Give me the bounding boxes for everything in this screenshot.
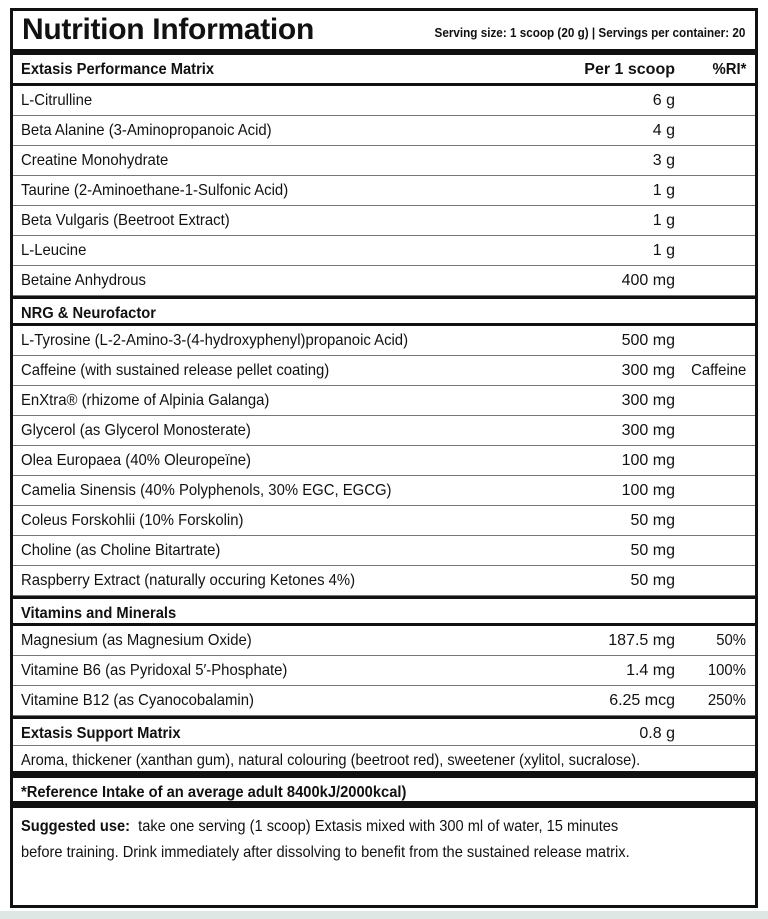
nutrient-amount: 100 mg [621,482,675,499]
column-header-ri: %RI* [712,61,746,78]
vitamin-rows [13,626,755,716]
nutrient-amount: 100 mg [621,452,675,469]
nutrient-row [13,176,755,206]
nutrient-amount: 50 mg [630,512,675,529]
nutrient-amount: 1.4 mg [626,662,675,679]
nutrient-ri: 250% [707,692,746,709]
nutrient-row [13,446,755,476]
nutrient-name: Magnesium (as Magnesium Oxide) [21,632,252,649]
nutrient-row [13,326,755,356]
ingredients-line: Aroma, thickener (xanthan gum), natural colouring (beetroot red), sweetener (xylitol, sucralose). [21,752,641,769]
suggested-use-line-2: before training. Drink immediately after dissolving to benefit from the sustained release matrix. [21,844,630,861]
nutrient-amount: 1 g [652,242,675,259]
nutrient-name: L-Citrulline [21,92,93,109]
nutrient-name: Vitamine B12 (as Cyanocobalamin) [21,692,254,709]
nutrient-row [13,626,755,656]
nutrient-ri: 100% [707,662,746,679]
nutrient-amount: 500 mg [621,332,675,349]
suggested-use-line-1 [21,814,685,840]
nutrient-name: Coleus Forskohlii (10% Forskolin) [21,512,244,529]
nutrient-amount: 3 g [652,152,675,169]
nutrient-name: Taurine (2-Aminoethane-1-Sulfonic Acid) [21,182,289,199]
bottom-strip [0,911,768,919]
nutrient-amount: 6 g [652,92,675,109]
nutrient-row [13,536,755,566]
nutrient-row [13,566,755,596]
nutrient-row [13,656,755,686]
nutrient-row [13,356,755,386]
suggested-use-label: Suggested use: [21,818,131,835]
nutrition-panel [10,8,758,908]
reference-intake-text: *Reference Intake of an average adult 8400kJ/2000kcal) [21,784,407,801]
nutrient-amount: 300 mg [621,392,675,409]
ingredients-text [13,746,755,778]
nutrient-amount: 300 mg [621,422,675,439]
performance-matrix-rows [13,86,755,296]
nutrient-name: Glycerol (as Glycerol Monosterate) [21,422,251,439]
nutrient-row [13,236,755,266]
panel-title: Nutrition Information [22,13,314,46]
nutrient-row [13,416,755,446]
nutrient-name: Caffeine (with sustained release pellet coating) [21,362,330,379]
nutrient-name: Creatine Monohydrate [21,152,169,169]
nutrient-amount: 1 g [652,182,675,199]
nutrient-name: EnXtra® (rhizome of Alpinia Galanga) [21,392,270,409]
section-title: Vitamins and Minerals [21,605,177,622]
nrg-rows [13,326,755,596]
nutrient-row [13,146,755,176]
panel-header [13,11,755,55]
suggested-use [13,808,755,866]
nutrient-name: Betaine Anhydrous [21,272,146,289]
nutrient-row [13,686,755,716]
section-header-support-matrix [13,716,755,746]
section-header-performance-matrix [13,55,755,86]
nutrient-row [13,266,755,296]
nutrient-name: Choline (as Choline Bitartrate) [21,542,221,559]
nutrient-name: Camelia Sinensis (40% Polyphenols, 30% EGC, EGCG) [21,482,392,499]
nutrient-amount: 400 mg [621,272,675,289]
nutrient-name: Beta Vulgaris (Beetroot Extract) [21,212,230,229]
nutrient-name: L-Tyrosine (L-2-Amino-3-(4-hydroxyphenyl)propanoic Acid) [21,332,409,349]
serving-info: Serving size: 1 scoop (20 g) | Servings per container: 20 [434,25,745,40]
nutrient-amount: 300 mg [621,362,675,379]
nutrient-amount: 50 mg [630,572,675,589]
reference-intake [13,778,755,808]
nutrient-name: Vitamine B6 (as Pyridoxal 5′-Phosphate) [21,662,288,679]
nutrient-row [13,116,755,146]
nutrient-amount: 4 g [652,122,675,139]
section-title: NRG & Neurofactor [21,305,156,322]
nutrient-row [13,86,755,116]
nutrient-name: L-Leucine [21,242,87,259]
nutrient-amount: 1 g [652,212,675,229]
nutrient-ri: Caffeine [690,362,746,379]
nutrient-row [13,206,755,236]
nutrient-row [13,386,755,416]
nutrient-row [13,476,755,506]
nutrient-name: Raspberry Extract (naturally occuring Ketones 4%) [21,572,356,589]
nutrient-name: Olea Europaea (40% Oleuropeïne) [21,452,251,469]
support-amount: 0.8 g [639,725,675,742]
section-title: Extasis Performance Matrix [21,61,215,78]
nutrient-amount: 50 mg [630,542,675,559]
nutrient-name: Beta Alanine (3-Aminopropanoic Acid) [21,122,272,139]
suggested-use-text-1: take one serving (1 scoop) Extasis mixed with 300 ml of water, 15 minutes [138,818,619,835]
nutrient-ri: 50% [716,632,746,649]
nutrient-amount: 187.5 mg [608,632,675,649]
column-header-amount: Per 1 scoop [584,61,675,78]
nutrient-amount: 6.25 mcg [609,692,675,709]
section-title: Extasis Support Matrix [21,725,181,742]
section-header-nrg [13,296,755,326]
nutrient-row [13,506,755,536]
section-header-vitamins [13,596,755,626]
